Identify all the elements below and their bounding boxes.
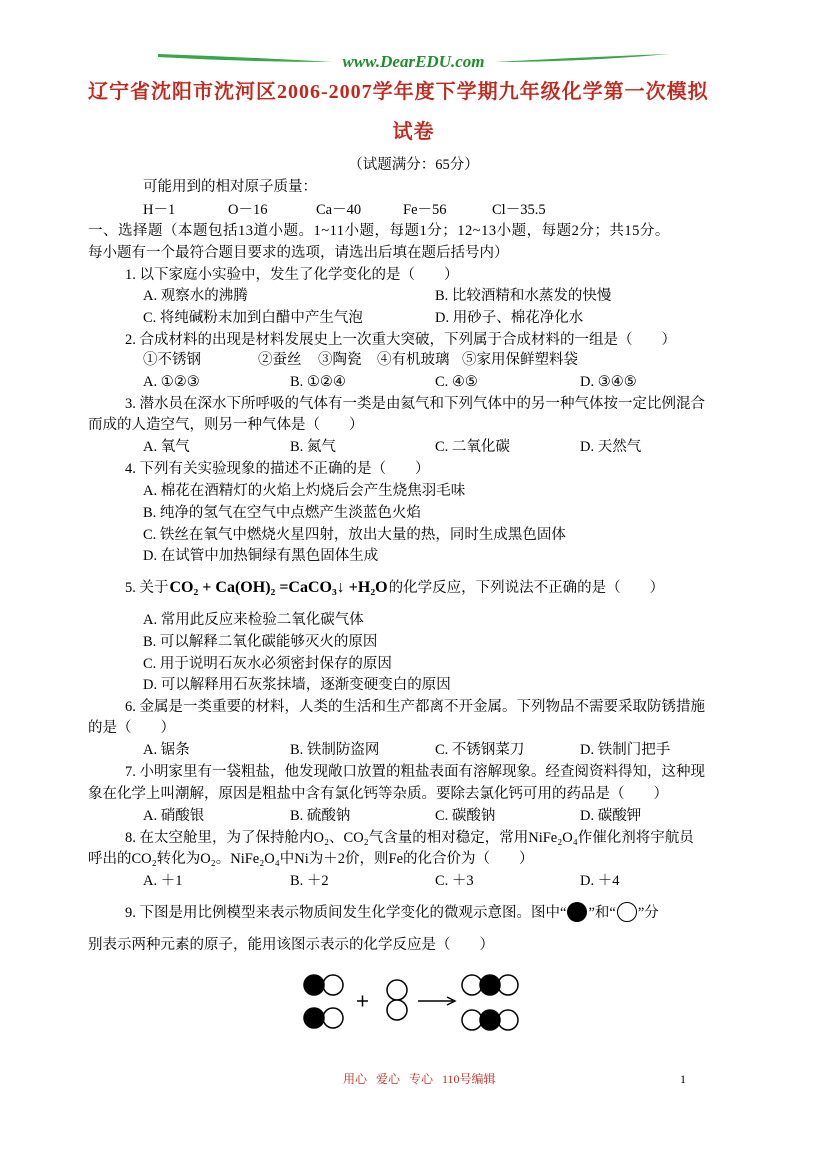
question-9-stem-line1 bbox=[125, 901, 659, 925]
question-8-stem-line2: 呼出的CO₂转化为O₂。NiFe₂O₄中Ni为＋2价，则Fe的化合价为（ ） bbox=[88, 851, 534, 867]
question-2-option-b: B. ①②④ bbox=[290, 374, 346, 390]
white-atom-icon bbox=[617, 902, 637, 922]
section-heading-line1: 一、选择题（本题包括13道小题。1~11小题，每题1分；12~13小题，每题2分；共15分。 bbox=[88, 223, 670, 239]
reactant-white-atom bbox=[323, 975, 343, 995]
question-6-option-a: A. 锯条 bbox=[143, 742, 190, 758]
question-9-stem-part2: ”和“ bbox=[588, 905, 616, 921]
question-9-stem-line2: 别表示两种元素的原子，能用该图示表示的化学反应是（ ） bbox=[88, 937, 494, 953]
question-2-option-d: D. ③④⑤ bbox=[580, 374, 637, 390]
reactant-black-atom bbox=[304, 1008, 324, 1028]
question-3-stem-line2: 而成的人造空气，则另一种气体是（ ） bbox=[88, 417, 364, 433]
question-4-option-c: C. 铁丝在氧气中燃烧火星四射，放出大量的热，同时生成黑色固体 bbox=[143, 527, 566, 543]
question-1-option-d: D. 用砂子、棉花净化水 bbox=[435, 310, 584, 326]
question-1-option-c: C. 将纯碱粉末加到白醋中产生气泡 bbox=[143, 310, 363, 326]
question-5-option-b: B. 可以解释二氧化碳能够灭火的原因 bbox=[143, 634, 378, 650]
question-3-option-b: B. 氮气 bbox=[290, 439, 336, 455]
question-4-stem: 4. 下列有关实验现象的描述不正确的是（ ） bbox=[125, 461, 430, 477]
atomic-mass-cl: Cl－35.5 bbox=[492, 202, 546, 218]
product-white-atom bbox=[498, 1010, 518, 1030]
question-8-option-c: C. ＋3 bbox=[435, 873, 474, 889]
question-1-stem: 1. 以下家庭小实验中，发生了化学变化的是（ ） bbox=[125, 267, 459, 283]
atomic-mass-fe: Fe－56 bbox=[403, 202, 447, 218]
question-2-option-c: C. ④⑤ bbox=[435, 374, 478, 390]
atomic-mass-ca: Ca－40 bbox=[316, 202, 362, 218]
question-3-option-c: C. 二氧化碳 bbox=[435, 439, 510, 455]
black-atom-icon bbox=[567, 902, 587, 922]
atomic-mass-label: 可能用到的相对原子质量： bbox=[143, 179, 317, 195]
reactant-white-atom bbox=[323, 1008, 343, 1028]
product-white-atom bbox=[498, 975, 518, 995]
question-5-option-d: D. 可以解释用石灰浆抹墙，逐渐变硬变白的原因 bbox=[143, 677, 451, 693]
reactant-black-atom bbox=[304, 975, 324, 995]
question-9-stem-part3: ”分 bbox=[637, 905, 659, 921]
question-8-option-a: A. ＋1 bbox=[143, 873, 183, 889]
question-5-option-c: C. 用于说明石灰水必须密封保存的原因 bbox=[143, 656, 392, 672]
atomic-mass-h: H－1 bbox=[143, 202, 176, 218]
question-9-stem-part1: 9. 下图是用比例模型来表示物质间发生化学变化的微观示意图。图中“ bbox=[125, 905, 567, 921]
question-7-option-d: D. 碳酸钾 bbox=[580, 808, 642, 824]
question-2-stem: 2. 合成材料的出现是材料发展史上一次重大突破，下列属于合成材料的一组是（ ） bbox=[125, 332, 676, 348]
reactant-white-atom bbox=[387, 1000, 407, 1020]
product-black-atom bbox=[480, 1010, 500, 1030]
question-1-option-a: A. 观察水的沸腾 bbox=[143, 288, 248, 304]
question-5-chemical-equation: CO₂ + Ca(OH)₂ =CaCO₃↓ +H₂O bbox=[169, 579, 388, 596]
question-2-material-4: ④有机玻璃 bbox=[377, 352, 450, 368]
question-1-option-b: B. 比较酒精和水蒸发的快慢 bbox=[435, 288, 612, 304]
question-6-option-d: D. 铁制门把手 bbox=[580, 742, 671, 758]
full-score: （试题满分：65分） bbox=[348, 157, 479, 173]
question-7-stem-line2: 象在化学上叫潮解，原因是粗盐中含有氯化钙等杂质。要除去氯化钙可用的药品是（ ） bbox=[88, 786, 668, 802]
reaction-particle-diagram bbox=[295, 965, 535, 1040]
question-6-option-b: B. 铁制防盗网 bbox=[290, 742, 380, 758]
question-5-stem bbox=[125, 576, 664, 600]
reactant-white-atom bbox=[387, 980, 407, 1000]
section-heading-line2: 每小题有一个最符合题目要求的选项，请选出后填在题后括号内） bbox=[88, 245, 509, 261]
question-5-stem-prefix: 5. 关于 bbox=[125, 580, 169, 596]
product-black-atom bbox=[480, 975, 500, 995]
question-7-option-a: A. 硝酸银 bbox=[143, 808, 205, 824]
question-8-option-b: B. ＋2 bbox=[290, 873, 329, 889]
question-6-stem-line1: 6. 金属是一类重要的材料，人类的生活和生产都离不开金属。下列物品不需要采取防锈措施 bbox=[125, 699, 705, 715]
question-5-stem-suffix: 的化学反应，下列说法不正确的是（ ） bbox=[388, 580, 665, 596]
question-6-stem-line2: 的是（ ） bbox=[88, 720, 175, 736]
question-8-option-d: D. ＋4 bbox=[580, 873, 620, 889]
question-3-stem-line1: 3. 潜水员在深水下所呼吸的气体有一类是由氦气和下列气体中的另一种气体按一定比例混合 bbox=[125, 396, 705, 412]
question-3-option-d: D. 天然气 bbox=[580, 439, 642, 455]
question-7-option-b: B. 硫酸钠 bbox=[290, 808, 351, 824]
exam-title-line2: 试卷 bbox=[392, 121, 435, 143]
site-header: www.DearEDU.com bbox=[342, 52, 485, 71]
question-7-stem-line1: 7. 小明家里有一袋粗盐，他发现敞口放置的粗盐表面有溶解现象。经查阅资料得知，这种现 bbox=[125, 764, 705, 780]
question-2-material-2: ②蚕丝 bbox=[258, 352, 302, 368]
question-5-option-a: A. 常用此反应来检验二氧化碳气体 bbox=[143, 612, 364, 628]
question-2-option-a: A. ①②③ bbox=[143, 374, 200, 390]
product-white-atom bbox=[462, 975, 482, 995]
footer-text: 用心 爱心 专心 110号编辑 bbox=[343, 1072, 496, 1086]
question-7-option-c: C. 碳酸钠 bbox=[435, 808, 496, 824]
question-3-option-a: A. 氧气 bbox=[143, 439, 190, 455]
question-2-material-1: ①不锈钢 bbox=[143, 352, 201, 368]
question-4-option-a: A. 棉花在酒精灯的火焰上灼烧后会产生烧焦羽毛味 bbox=[143, 483, 466, 499]
question-6-option-c: C. 不锈钢菜刀 bbox=[435, 742, 525, 758]
atomic-mass-o: O－16 bbox=[228, 202, 268, 218]
product-white-atom bbox=[462, 1010, 482, 1030]
page-number: 1 bbox=[680, 1072, 686, 1086]
question-4-option-b: B. 纯净的氢气在空气中点燃产生淡蓝色火焰 bbox=[143, 505, 421, 521]
question-4-option-d: D. 在试管中加热铜绿有黑色固体生成 bbox=[143, 548, 379, 564]
question-8-stem-line1: 8. 在太空舱里，为了保持舱内O₂、CO₂气含量的相对稳定，常用NiFe₂O₄作催化剂将宇航员 bbox=[125, 830, 694, 846]
question-2-material-3: ③陶瓷 bbox=[318, 352, 362, 368]
question-2-material-5: ⑤家用保鲜塑料袋 bbox=[462, 352, 578, 368]
exam-title-line1: 辽宁省沈阳市沈河区2006-2007学年度下学期九年级化学第一次模拟 bbox=[88, 81, 709, 103]
